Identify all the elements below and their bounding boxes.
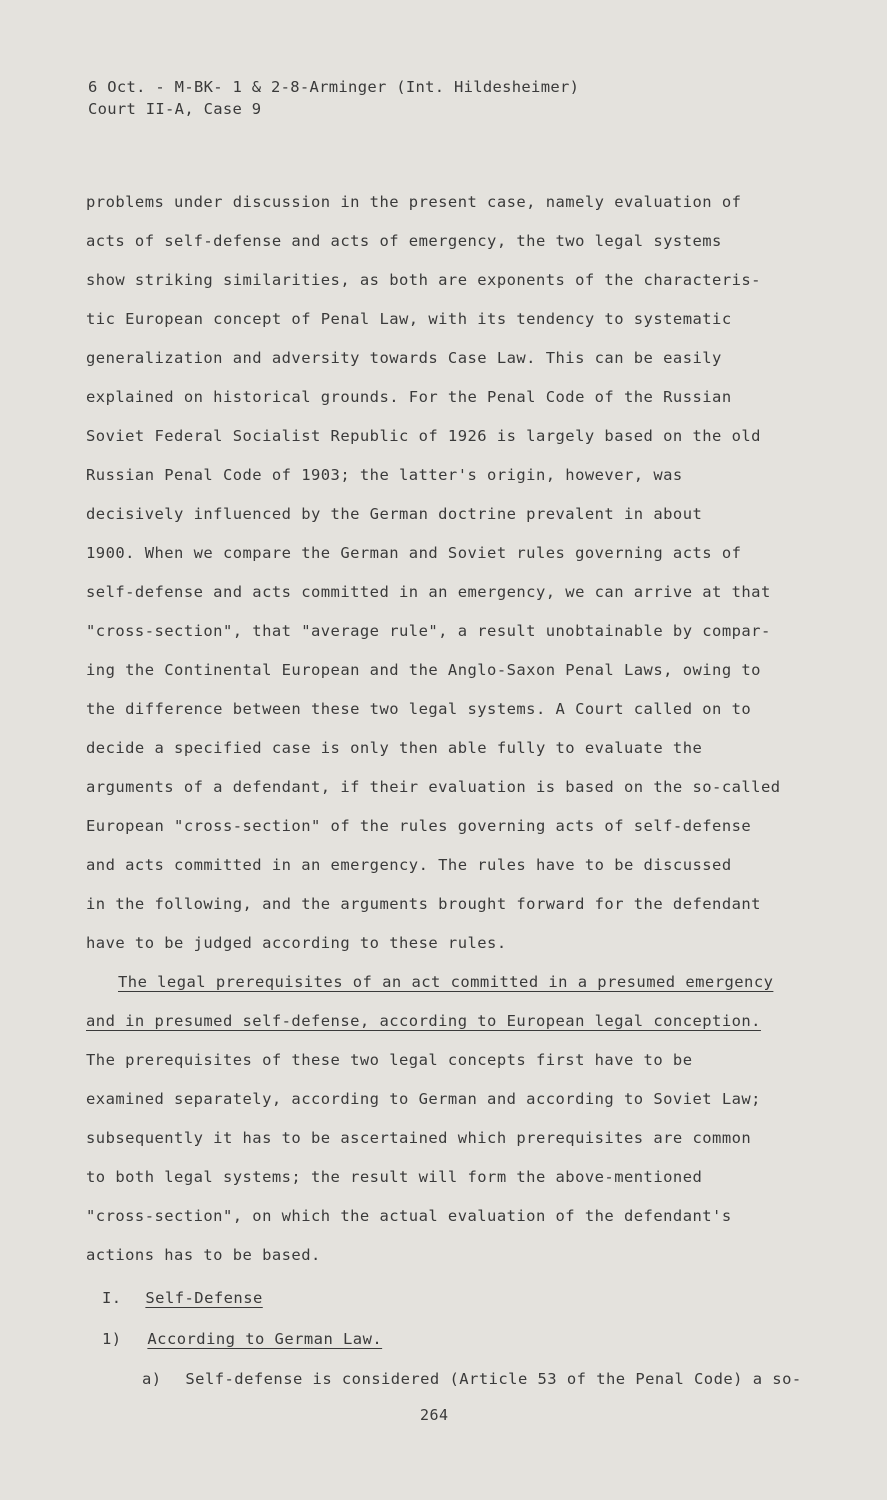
body-line: actions has to be based. — [86, 1246, 321, 1264]
body-line: tic European concept of Penal Law, with its tendency to systematic — [86, 310, 732, 328]
body-line: "cross-section", that "average rule", a result unobtainable by compar- — [86, 622, 771, 640]
subsection-title: According to German Law. — [147, 1330, 383, 1348]
body-line: decisively influenced by the German doctrine prevalent in about — [86, 505, 703, 523]
section-title: Self-Defense — [145, 1289, 263, 1307]
body-line: "cross-section", on which the actual evaluation of the defendant's — [86, 1207, 732, 1225]
body-line: show striking similarities, as both are exponents of the characteris- — [86, 271, 761, 289]
body-line: European "cross-section" of the rules governing acts of self-defense — [86, 817, 752, 835]
list-item-label: a) — [142, 1370, 162, 1388]
body-line: subsequently it has to be ascertained which prerequisites are common — [86, 1129, 752, 1147]
body-line: the difference between these two legal systems. A Court called on to — [86, 700, 752, 718]
heading-line: and in presumed self-defense, according to European legal conception. — [86, 1012, 761, 1030]
body-line: Soviet Federal Socialist Republic of 1926 is largely based on the old — [86, 427, 761, 445]
header-reference: 6 Oct. - M-BK- 1 & 2-8-Arminger (Int. Hildesheimer) — [88, 78, 580, 96]
body-line: decide a specified case is only then able fully to evaluate the — [86, 739, 703, 757]
list-item — [142, 1370, 802, 1388]
body-line: problems under discussion in the present case, namely evaluation of — [86, 193, 742, 211]
body-line: in the following, and the arguments brought forward for the defendant — [86, 895, 761, 913]
section-heading — [102, 1289, 263, 1307]
body-line: generalization and adversity towards Case Law. This can be easily — [86, 349, 722, 367]
body-line: The prerequisites of these two legal concepts first have to be — [86, 1051, 693, 1069]
body-line: 1900. When we compare the German and Soviet rules governing acts of — [86, 544, 742, 562]
body-line: Russian Penal Code of 1903; the latter's origin, however, was — [86, 466, 683, 484]
body-line: have to be judged according to these rules. — [86, 934, 507, 952]
body-line: to both legal systems; the result will form the above-mentioned — [86, 1168, 703, 1186]
list-item-text: Self-defense is considered (Article 53 of the Penal Code) a so- — [185, 1370, 802, 1388]
page-number: 264 — [420, 1406, 449, 1424]
body-line: acts of self-defense and acts of emergency, the two legal systems — [86, 232, 722, 250]
body-line: self-defense and acts committed in an emergency, we can arrive at that — [86, 583, 771, 601]
body-line: examined separately, according to German and according to Soviet Law; — [86, 1090, 761, 1108]
heading-line: The legal prerequisites of an act committed in a presumed emergency — [118, 973, 774, 991]
body-line: and acts committed in an emergency. The rules have to be discussed — [86, 856, 732, 874]
body-line: explained on historical grounds. For the Penal Code of the Russian — [86, 388, 732, 406]
subsection-number: 1) — [102, 1330, 122, 1348]
section-number: I. — [102, 1289, 122, 1307]
body-line: arguments of a defendant, if their evaluation is based on the so-called — [86, 778, 781, 796]
subsection-heading — [102, 1330, 382, 1348]
body-line: ing the Continental European and the Anglo-Saxon Penal Laws, owing to — [86, 661, 761, 679]
header-court-case: Court II-A, Case 9 — [88, 100, 262, 118]
document-header — [88, 76, 579, 120]
